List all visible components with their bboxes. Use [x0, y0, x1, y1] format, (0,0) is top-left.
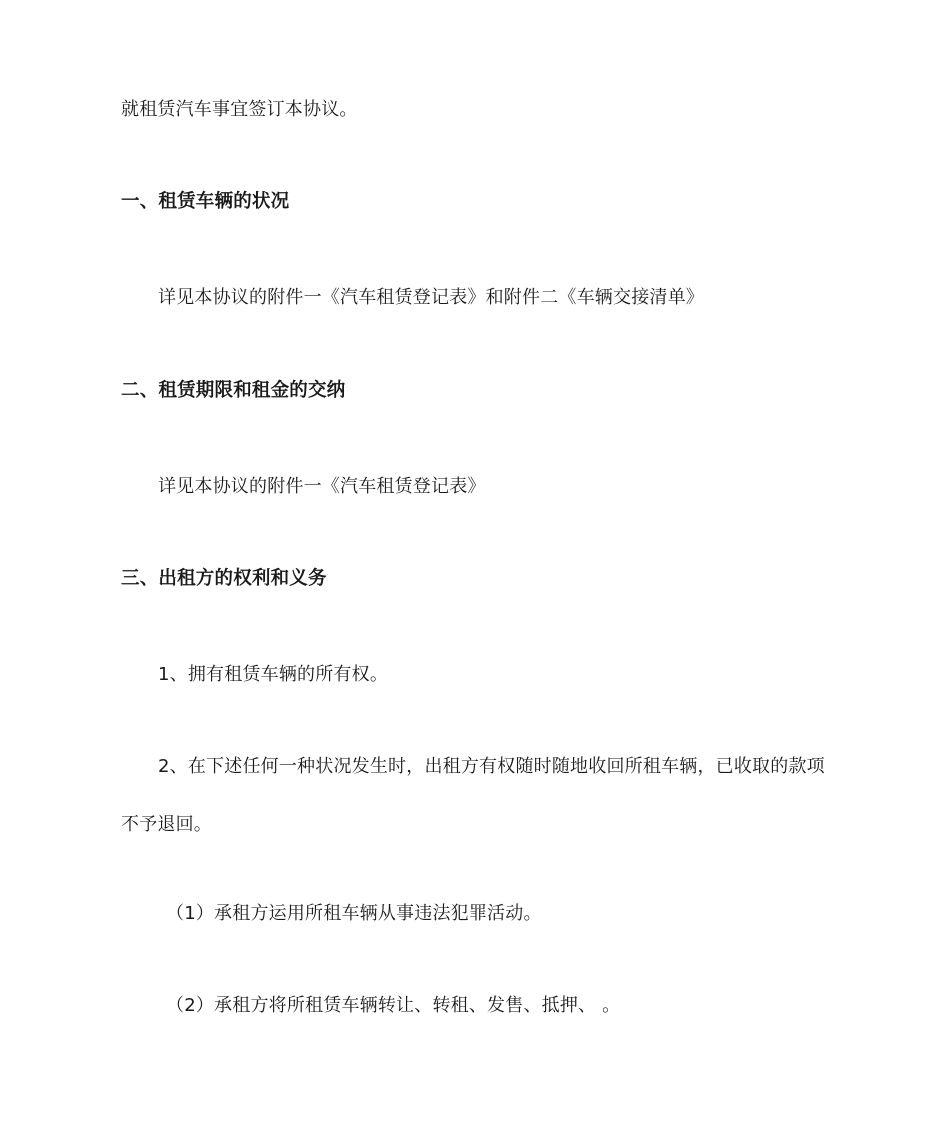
section-1-body: 详见本协议的附件一《汽车租赁登记表》和附件二《车辆交接清单》 — [158, 287, 704, 308]
section-2-body: 详见本协议的附件一《汽车租赁登记表》 — [158, 476, 486, 497]
section-1-heading: 一、租赁车辆的状况 — [121, 191, 290, 212]
section-3-subitem-2: （2）承租方将所租赁车辆转让、转租、发售、抵押、 。 — [166, 995, 621, 1016]
intro-paragraph: 就租赁汽车事宜签订本协议。 — [121, 99, 358, 120]
section-2-heading: 二、租赁期限和租金的交纳 — [121, 380, 346, 401]
section-3-subitem-1: （1）承租方运用所租车辆从事违法犯罪活动。 — [166, 903, 542, 924]
section-3-item-1: 1、拥有租赁车辆的所有权。 — [158, 664, 389, 685]
section-3-item-2: 2、在下述任何一种状况发生时，出租方有权随时随地收回所租车辆，已收取的款项 — [158, 756, 825, 777]
section-3-heading: 三、出租方的权利和义务 — [121, 568, 327, 589]
section-3-item-2-continued: 不予退回。 — [121, 814, 212, 835]
